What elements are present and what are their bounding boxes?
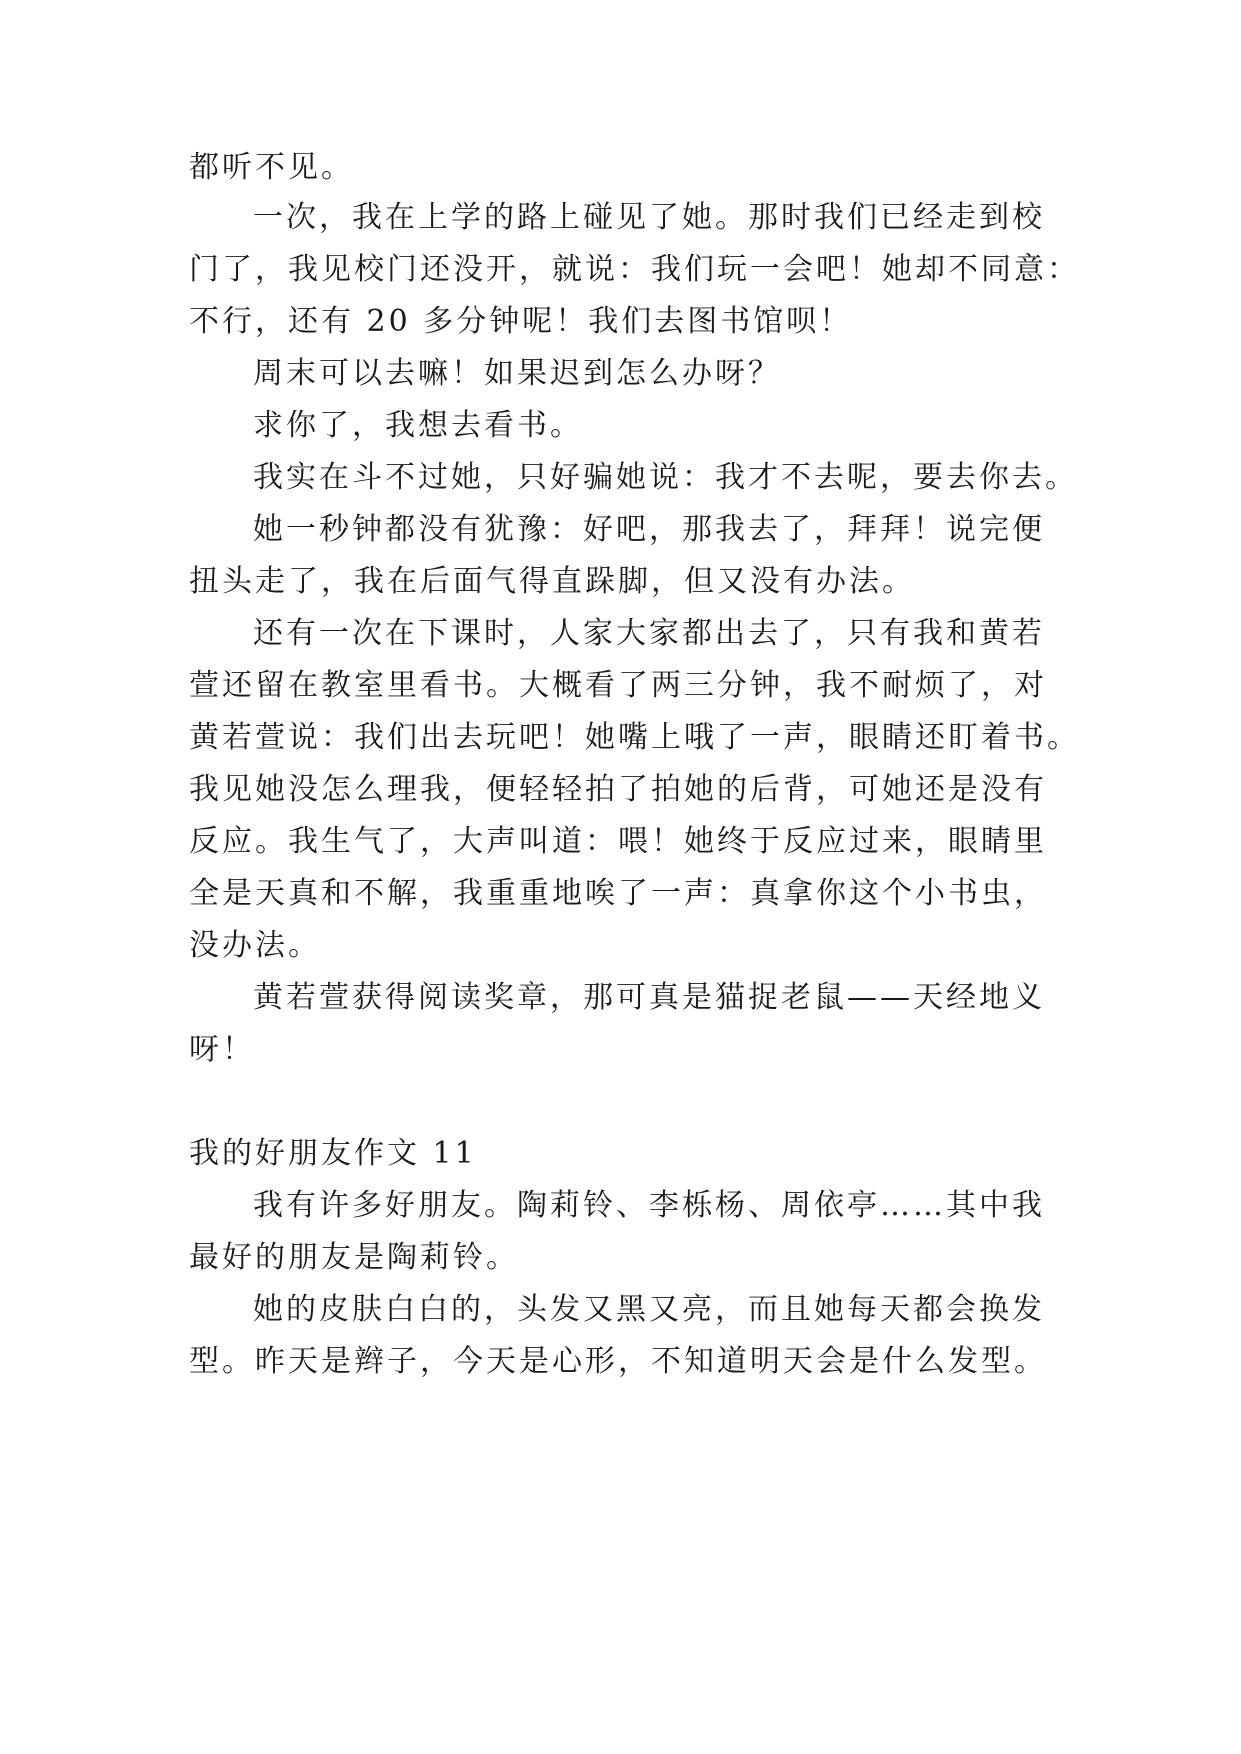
text-line: 黄若萱获得阅读奖章，那可真是猫捉老鼠——天经地义: [253, 980, 1045, 1015]
text-line: 萱还留在教室里看书。大概看了两三分钟，我不耐烦了，对: [189, 668, 1047, 703]
text-line: 反应。我生气了，大声叫道：喂！她终于反应过来，眼睛里: [189, 824, 1047, 859]
text-line: 都听不见。: [189, 150, 354, 185]
text-line: 型。昨天是辫子，今天是心形，不知道明天会是什么发型。: [189, 1344, 1047, 1379]
text-line: 不行，还有 20 多分钟呢！我们去图书馆呗！: [189, 304, 853, 339]
text-line: 我实在斗不过她，只好骗她说：我才不去呢，要去你去。: [253, 460, 1078, 495]
text-line: 全是天真和不解，我重重地唉了一声：真拿你这个小书虫，: [189, 876, 1047, 911]
text-line: 她一秒钟都没有犹豫：好吧，那我去了，拜拜！说完便: [253, 512, 1045, 547]
text-line: 求你了，我想去看书。: [253, 408, 583, 443]
text-line: 她的皮肤白白的，头发又黑又亮，而且她每天都会换发: [253, 1292, 1045, 1327]
text-line: 还有一次在下课时，人家大家都出去了，只有我和黄若: [253, 616, 1045, 651]
text-line: 黄若萱说：我们出去玩吧！她嘴上哦了一声，眼睛还盯着书。: [189, 720, 1080, 755]
text-line: 没办法。: [189, 928, 321, 963]
text-line: 呀！: [189, 1032, 255, 1067]
text-line: 我见她没怎么理我，便轻轻拍了拍她的后背，可她还是没有: [189, 772, 1047, 807]
text-line: 周末可以去嘛！如果迟到怎么办呀？: [253, 356, 781, 391]
text-line: 门了，我见校门还没开，就说：我们玩一会吧！她却不同意：: [189, 252, 1080, 287]
text-line: 我有许多好朋友。陶莉铃、李栎杨、周依亭……其中我: [253, 1188, 1045, 1223]
text-line: 扭头走了，我在后面气得直跺脚，但又没有办法。: [189, 564, 915, 599]
text-line: 最好的朋友是陶莉铃。: [189, 1240, 519, 1275]
text-line: 一次，我在上学的路上碰见了她。那时我们已经走到校: [253, 200, 1045, 235]
section-heading: 我的好朋友作文 11: [189, 1136, 477, 1171]
